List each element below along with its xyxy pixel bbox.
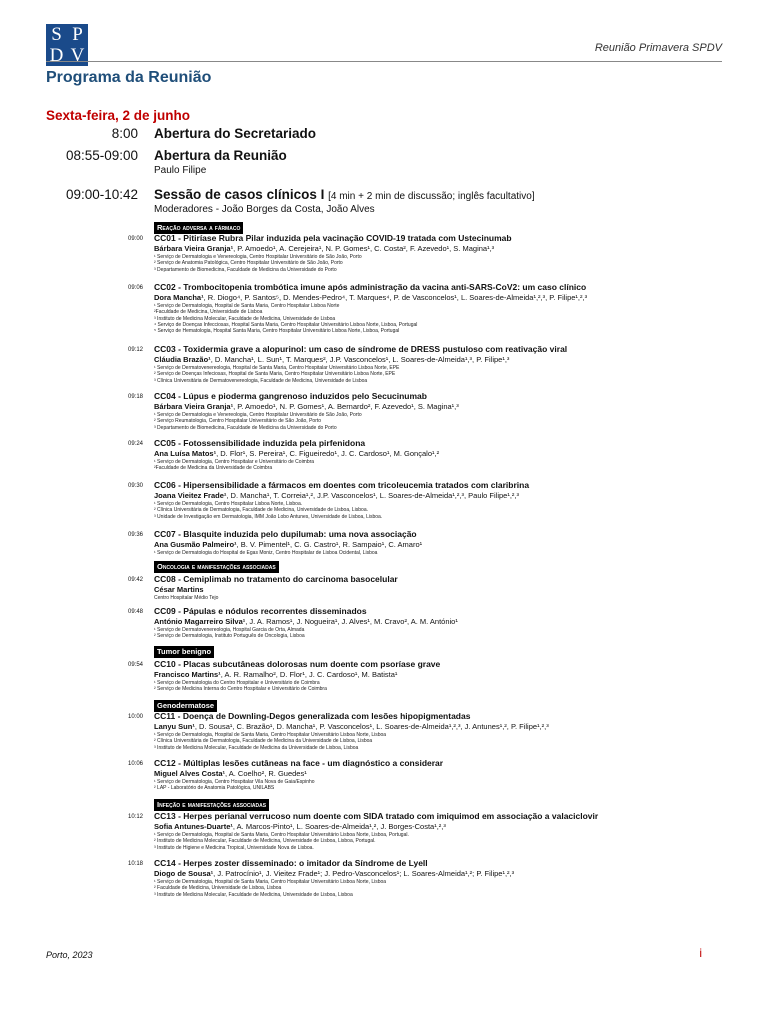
case-time: 09:18 bbox=[128, 394, 144, 400]
category-label: Genodermatose bbox=[154, 700, 217, 712]
co-authors: , A. Marcos-Pinto¹, L. Soares-de-Almeida¹,², J. Borges-Costa¹,²,³ bbox=[232, 822, 446, 831]
case-item bbox=[154, 391, 734, 431]
case-item bbox=[154, 282, 734, 334]
case-affiliation: ² Serviço de Doenças Infeciosas, Hospital de Santa Maria, Centro Hospitalar Universitário Lisboa Norte, EPE bbox=[154, 371, 396, 378]
case-affiliation: Centro Hospitalar Médio Tejo bbox=[154, 595, 219, 601]
session-title bbox=[154, 187, 535, 202]
case-authors bbox=[154, 769, 734, 779]
case-time: 09:24 bbox=[128, 441, 144, 447]
logo-letter: P bbox=[72, 24, 83, 45]
case-title: CC13 - Herpes perianal verrucoso num doente com SIDA tratado com imiquimod em associação a valaciclovir bbox=[154, 811, 599, 821]
case-authors bbox=[154, 293, 734, 303]
case-affiliation: ²Faculdade de Medicina da Universidade de Coimbra bbox=[154, 465, 273, 472]
session-title: Abertura da Reunião bbox=[154, 148, 287, 163]
case-authors bbox=[154, 585, 734, 595]
case-item bbox=[154, 480, 734, 520]
presenting-author: Sofia Antunes-Duarte¹ bbox=[154, 822, 233, 831]
case-title: CC10 - Placas subcutâneas dolorosas num doente com psoríase grave bbox=[154, 659, 441, 669]
presenting-author: Dora Mancha¹ bbox=[154, 293, 204, 302]
case-item bbox=[154, 858, 734, 898]
case-item bbox=[154, 574, 734, 601]
presenting-author: Joana Vieitez Frade¹ bbox=[154, 491, 227, 500]
case-time: 10:00 bbox=[128, 714, 144, 720]
co-authors: , J. Patrocínio¹, J. Vieitez Frade¹; J. Pedro-Vasconcelos¹; L. Soares-Almeida¹,²; P. Filipe¹,²,³ bbox=[213, 869, 515, 878]
case-affiliation: ¹ Serviço de Dermatovenereologia, Hospital Garcia de Orta, Almada bbox=[154, 627, 305, 633]
case-affiliation: ¹ Serviço de Dermatologia, Hospital de Santa Maria, Centro Hospitalar Universitário Lisboa Norte, Lisboa bbox=[154, 879, 387, 885]
case-authors bbox=[154, 722, 734, 732]
case-affiliation: ⁵ Serviço de Hematologia, Hospital Santa Maria, Centro Hospitalar Universitário Lisboa Norte, Lisboa, Portugal bbox=[154, 328, 400, 335]
presenting-author: César Martins bbox=[154, 585, 204, 594]
case-time: 09:54 bbox=[128, 662, 144, 668]
case-time: 09:36 bbox=[128, 532, 144, 538]
case-affiliation: ¹ Serviço de Dermatologia, Centro Hospitalar e Universitário de Coimbra bbox=[154, 459, 315, 465]
case-time: 09:48 bbox=[128, 609, 144, 615]
category-label: Reação adversa a fármaco bbox=[154, 222, 243, 234]
case-affiliation: ¹ Serviço de Dermatologia, Hospital de Santa Maria, Centro Hospitalar Universitário Lisboa Norte, Lisboa bbox=[154, 732, 387, 738]
case-item bbox=[154, 758, 734, 792]
logo-letter: V bbox=[70, 45, 85, 66]
case-authors bbox=[154, 540, 734, 550]
page-title: Programa da Reunião bbox=[46, 69, 212, 86]
session-time: 09:00-10:42 bbox=[65, 187, 138, 202]
case-affiliation: ² LAP - Laboratório de Anatomia Patológica, UNILABS bbox=[154, 785, 275, 792]
case-affiliation: ³ Departamento de Biomedicina, Faculdade de Medicina da Universidade do Porto bbox=[154, 424, 337, 431]
case-time: 10:18 bbox=[128, 861, 144, 867]
case-title: CC11 - Doença de Downling-Degos generalizada com lesões hipopigmentadas bbox=[154, 711, 471, 721]
case-title: CC03 - Toxidermia grave a alopurinol: um caso de síndrome de DRESS pustuloso com reativação viral bbox=[154, 344, 568, 354]
case-authors bbox=[154, 402, 734, 412]
session-time: 8:00 bbox=[111, 126, 138, 141]
presenting-author: Bárbara Vieira Granja¹ bbox=[154, 402, 234, 411]
case-authors bbox=[154, 244, 734, 254]
case-affiliation: ¹ Serviço de Dermatologia e Venereologia, Centro Hospitalar Universitário de São João, Porto bbox=[154, 412, 362, 418]
logo-letter: D bbox=[49, 45, 64, 66]
page-number: i bbox=[699, 946, 702, 960]
case-affiliation: ² Serviço de Anatomia Patológica, Centro Hospitalar Universitário de São João, Porto bbox=[154, 260, 343, 267]
case-time: 10:06 bbox=[128, 761, 144, 767]
presenting-author: Francisco Martins¹ bbox=[154, 670, 221, 679]
case-time: 09:06 bbox=[128, 285, 144, 291]
case-affiliation: ² Serviço Reumatologia, Centro Hospitalar Universitário de São João, Porto bbox=[154, 418, 322, 425]
category-label: Infeção e manifestações associadas bbox=[154, 799, 269, 811]
logo-letter: S bbox=[51, 24, 62, 45]
case-time: 09:30 bbox=[128, 483, 144, 489]
case-affiliation: ¹ Serviço de Dermatologia, Centro Hospitalar Lisboa Norte, Lisboa. bbox=[154, 501, 303, 507]
case-affiliation: ⁴ Serviço de Doenças Infecciosas, Hospital Santa Maria, Centro Hospitalar Universitário Lisboa Norte, Lisboa, Portugal bbox=[154, 321, 418, 328]
session-moderators: Moderadores - João Borges da Costa, João Alves bbox=[154, 204, 375, 215]
case-affiliation: ² Instituto de Medicina Molecular, Faculdade de Medicina, Universidade de Lisboa, Lisboa, Portugal. bbox=[154, 838, 376, 845]
case-item bbox=[154, 606, 734, 640]
presenting-author: Miguel Alves Costa¹ bbox=[154, 769, 225, 778]
case-affiliation: ³ Instituto de Medicina Molecular, Faculdade de Medicina, Universidade de Lisboa bbox=[154, 315, 336, 322]
presenting-author: Ana Luísa Matos¹ bbox=[154, 449, 217, 458]
case-authors bbox=[154, 491, 734, 501]
day-heading: Sexta-feira, 2 de junho bbox=[46, 108, 191, 123]
case-title: CC01 - Pitiríase Rubra Pilar induzida pela vacinação COVID-19 tratada com Ustecinumab bbox=[154, 233, 512, 243]
category-label: Oncologia e manifestações associadas bbox=[154, 561, 279, 573]
case-affiliation: ³ Departamento de Biomedicina, Faculdade de Medicina da Universidade do Porto bbox=[154, 266, 337, 273]
case-authors bbox=[154, 449, 734, 459]
co-authors: , P. Amoedo¹, A. Cerejeira¹, N. P. Gomes¹, C. Costa², F. Azevedo¹, S. Magina¹,³ bbox=[233, 244, 495, 253]
header-divider bbox=[46, 61, 722, 62]
case-item bbox=[154, 344, 734, 384]
case-affiliation: ² Serviço de Medicina Interna do Centro Hospitalar e Universitário de Coimbra bbox=[154, 686, 327, 693]
co-authors: , A. R. Ramalho², D. Flor¹, J. C. Cardoso¹, M. Batista¹ bbox=[220, 670, 398, 679]
case-affiliation: ² Faculdade de Medicina, Universidade de Lisboa, Lisboa bbox=[154, 885, 282, 892]
case-title: CC14 - Herpes zoster disseminado: o imitador da Síndrome de Lyell bbox=[154, 858, 428, 868]
category-label: Tumor benigno bbox=[154, 646, 214, 658]
co-authors: , D. Mancha¹, T. Correia¹,², J.P. Vasconcelos¹, L. Soares-de-Almeida¹,²,³, Paulo Filipe¹,²,³ bbox=[226, 491, 519, 500]
case-title: CC07 - Blasquite induzida pelo dupilumab: uma nova associação bbox=[154, 529, 417, 539]
case-affiliation: ³ Instituto de Higiene e Medicina Tropical, Universidade Nova de Lisboa. bbox=[154, 844, 314, 851]
case-affiliation: ¹ Serviço de Dermatologia, Hospital de Santa Maria, Centro Hospitalar Universitário Lisboa Norte, Lisboa, Portugal. bbox=[154, 832, 409, 838]
case-affiliation: ²Faculdade de Medicina, Universidade de Lisboa bbox=[154, 309, 263, 316]
presenting-author: Cláudia Brazão¹ bbox=[154, 355, 211, 364]
case-affiliation: ² Clínica Universitária de Dermatologia, Faculdade de Medicina, Universidade de Lisboa, Lisboa. bbox=[154, 507, 369, 514]
presenting-author: Bárbara Vieira Granja¹ bbox=[154, 244, 234, 253]
case-item bbox=[154, 438, 734, 472]
case-time: 09:12 bbox=[128, 347, 144, 353]
case-affiliation: ¹ Serviço de Dermatologia do Hospital de Egas Moniz, Centro Hospitalar de Lisboa Ocidental, Lisboa bbox=[154, 550, 378, 556]
session-title-text: Sessão de casos clínicos I bbox=[154, 187, 325, 202]
case-title: CC09 - Pápulas e nódulos recorrentes disseminados bbox=[154, 606, 367, 616]
case-affiliation: ¹ Serviço de Dermatologia, Centro Hospitalar Vila Nova de Gaia/Espinho bbox=[154, 779, 315, 785]
case-item bbox=[154, 659, 734, 693]
case-title: CC05 - Fotossensibilidade induzida pela pirfenidona bbox=[154, 438, 366, 448]
case-item bbox=[154, 233, 734, 273]
case-affiliation: ³ Instituto de Medicina Molecular, Faculdade de Medicina, Universidade de Lisboa, Lisboa bbox=[154, 891, 353, 898]
case-authors bbox=[154, 822, 734, 832]
co-authors: , B. V. Pimentel¹, C. G. Castro¹, R. Sampaio¹, C. Amaro¹ bbox=[236, 540, 423, 549]
case-title: CC08 - Cemiplimab no tratamento do carcinoma basocelular bbox=[154, 574, 398, 584]
case-affiliation: ³ Unidade de Investigação em Dermatologia, IMM João Lobo Antunes, Universidade de Lisboa, Lisboa. bbox=[154, 513, 383, 520]
co-authors: , D. Mancha¹, L. Sun¹, T. Marques², J.P. Vasconcelos¹, L. Soares-de-Almeida¹,³, P. Filipe¹,³ bbox=[210, 355, 510, 364]
case-authors bbox=[154, 869, 734, 879]
co-authors: , D. Flor¹, S. Pereira¹, C. Figueiredo¹, J. C. Cardoso¹, M. Gonçalo¹,² bbox=[216, 449, 440, 458]
case-item bbox=[154, 711, 734, 751]
co-authors: , J. A. Ramos¹, J. Nogueira¹, J. Alves¹, M. Cravo², A. M. António¹ bbox=[245, 617, 458, 626]
header-title: Reunião Primavera SPDV bbox=[594, 42, 722, 54]
case-title: CC12 - Múltiplas lesões cutâneas na face - um diagnóstico a considerar bbox=[154, 758, 444, 768]
footer-location: Porto, 2023 bbox=[46, 950, 93, 960]
session-time: 08:55-09:00 bbox=[65, 148, 138, 163]
case-time: 10:12 bbox=[128, 814, 144, 820]
co-authors: , A. Coelho², R. Guedes¹ bbox=[225, 769, 307, 778]
co-authors: , R. Diogo⁴, P. Santos⁵, D. Mendes-Pedro⁴, T. Marques⁴, P. de Vasconcelos¹, L. Soares-de-Almeida¹,²,³, P. Filipe¹,²,³ bbox=[203, 293, 588, 302]
co-authors: , D. Sousa¹, C. Brazão¹, D. Mancha¹, P. Vasconcelos¹, L. Soares-de-Almeida¹,²,³, J. Antunes¹,², P. Filipe¹,²,³ bbox=[194, 722, 549, 731]
presenting-author: Diogo de Sousa¹ bbox=[154, 869, 214, 878]
case-affiliation: ¹ Serviço de Dermatologia e Venereologia, Centro Hospitalar Universitário de São João, Porto bbox=[154, 254, 362, 260]
case-item bbox=[154, 529, 734, 556]
case-title: CC04 - Lúpus e pioderma gangrenoso induzidos pelo Secucinumab bbox=[154, 391, 427, 401]
case-affiliation: ² Clínica Universitária de Dermatologia, Faculdade de Medicina da Universidade de Lisboa, Lisboa bbox=[154, 738, 373, 745]
case-title: CC02 - Trombocitopenia trombótica imune após administração da vacina anti-SARS-CoV2: um caso clínico bbox=[154, 282, 587, 292]
case-authors bbox=[154, 670, 734, 680]
case-affiliation: ³ Clínica Universitária de Dermatovenereologia, Faculdade de Medicina, Universidade de Lisboa bbox=[154, 377, 368, 384]
case-time: 09:00 bbox=[128, 236, 144, 242]
case-affiliation: ² Serviço de Dermatologia, Instituto Português de Oncologia, Lisboa bbox=[154, 633, 305, 640]
case-time: 09:42 bbox=[128, 577, 144, 583]
case-affiliation: ¹ Serviço de Dermatologia do Centro Hospitalar e Universitário de Coimbra bbox=[154, 680, 320, 686]
session-note: [4 min + 2 min de discussão; inglês facultativo] bbox=[328, 191, 535, 202]
presenting-author: Lanyu Sun¹ bbox=[154, 722, 195, 731]
case-item bbox=[154, 811, 734, 851]
case-affiliation: ¹ Serviço de Dermatologia, Hospital de Santa Maria, Centro Hospitalar Lisboa Norte bbox=[154, 303, 340, 309]
session-speaker: Paulo Filipe bbox=[154, 165, 207, 176]
presenting-author: António Magarreiro Silva¹ bbox=[154, 617, 246, 626]
case-authors bbox=[154, 355, 734, 365]
co-authors: , P. Amoedo¹, N. P. Gomes¹, A. Bernardo², F. Azevedo¹, S. Magina¹,³ bbox=[233, 402, 459, 411]
case-title: CC06 - Hipersensibilidade a fármacos em doentes com tricoleucemia tratados com claribrina bbox=[154, 480, 530, 490]
case-authors bbox=[154, 617, 734, 627]
session-title: Abertura do Secretariado bbox=[154, 126, 317, 141]
spdv-logo bbox=[46, 24, 88, 66]
case-affiliation: ¹ Serviço de Dermatovenereologia, Hospital de Santa Maria, Centro Hospitalar Universitário Lisboa Norte, EPE bbox=[154, 365, 400, 371]
case-affiliation: ³ Instituto de Medicina Molecular, Faculdade de Medicina da Universidade de Lisboa, Lisboa bbox=[154, 744, 359, 751]
presenting-author: Ana Gusmão Palmeiro¹ bbox=[154, 540, 237, 549]
